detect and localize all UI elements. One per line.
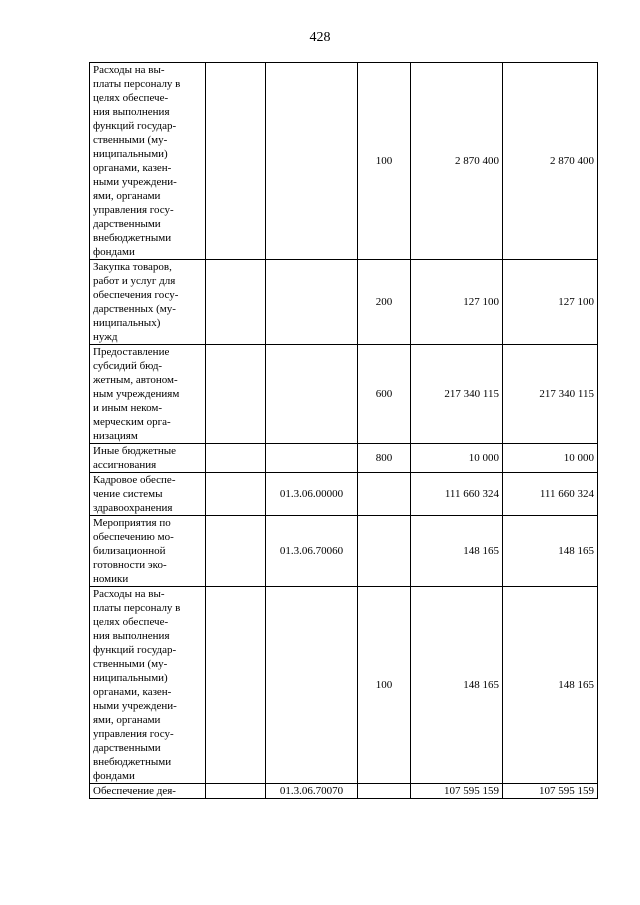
- expense-name-line: работ и услуг для: [93, 275, 176, 287]
- expense-name-line: готовности эко-: [93, 559, 167, 571]
- expense-name-cell: [90, 587, 206, 784]
- section-cell: [206, 587, 266, 784]
- expense-name-line: ниципальных): [93, 317, 161, 329]
- expense-name-line: фондами: [93, 770, 135, 782]
- amount-year1-cell: 10 000: [411, 444, 503, 473]
- section-cell: [206, 784, 266, 799]
- expense-name-line: ассигнования: [93, 459, 157, 471]
- target-code-cell: 01.3.06.00000: [266, 473, 358, 516]
- expense-name-cell: [90, 444, 206, 473]
- table-row: [90, 587, 598, 784]
- expense-name-line: субсидий бюд-: [93, 360, 163, 372]
- section-cell: [206, 516, 266, 587]
- expense-type-cell: [358, 516, 411, 587]
- expense-type-cell: 600: [358, 345, 411, 444]
- expense-name-line: внебюджетными: [93, 232, 172, 244]
- target-code-cell: 01.3.06.70060: [266, 516, 358, 587]
- expense-name-line: дарственными: [93, 742, 161, 754]
- expense-name-line: Расходы на вы-: [93, 588, 165, 600]
- expense-name-line: Расходы на вы-: [93, 64, 165, 76]
- expense-name-line: дарственными: [93, 218, 161, 230]
- expense-type-cell: 100: [358, 63, 411, 260]
- expense-name-cell: [90, 516, 206, 587]
- amount-year1-cell: 127 100: [411, 260, 503, 345]
- expense-type-cell: 100: [358, 587, 411, 784]
- expense-name-line: Мероприятия по: [93, 517, 171, 529]
- target-code-cell: [266, 444, 358, 473]
- amount-year2-cell: 217 340 115: [503, 345, 598, 444]
- expense-name-line: ственными (му-: [93, 134, 168, 146]
- expense-name-line: чение системы: [93, 488, 163, 500]
- amount-year1-cell: 107 595 159: [411, 784, 503, 799]
- amount-year2-cell: 127 100: [503, 260, 598, 345]
- expense-name-line: ями, органами: [93, 190, 161, 202]
- amount-year2-cell: 107 595 159: [503, 784, 598, 799]
- amount-year2-cell: 148 165: [503, 516, 598, 587]
- expense-name-line: ния выполнения: [93, 106, 170, 118]
- expense-name-line: ственными (му-: [93, 658, 168, 670]
- table-row: [90, 473, 598, 516]
- section-cell: [206, 63, 266, 260]
- amount-year1-cell: 148 165: [411, 516, 503, 587]
- expense-name-cell: [90, 345, 206, 444]
- target-code-cell: 01.3.06.70070: [266, 784, 358, 799]
- expense-name-line: Иные бюджетные: [93, 445, 177, 457]
- expense-name-line: ниципальными): [93, 672, 168, 684]
- budget-table: [89, 62, 598, 799]
- expense-name-line: Обеспечение дея-: [93, 785, 176, 797]
- expense-name-line: здравоохранения: [93, 502, 173, 514]
- expense-name-line: обеспечению мо-: [93, 531, 174, 543]
- expense-type-cell: [358, 473, 411, 516]
- amount-year2-cell: 2 870 400: [503, 63, 598, 260]
- table-row: [90, 444, 598, 473]
- table-row: [90, 260, 598, 345]
- section-cell: [206, 260, 266, 345]
- expense-name-line: целях обеспече-: [93, 616, 169, 628]
- amount-year1-cell: 2 870 400: [411, 63, 503, 260]
- expense-name-line: фондами: [93, 246, 135, 258]
- amount-year1-cell: 148 165: [411, 587, 503, 784]
- expense-name-line: ями, органами: [93, 714, 161, 726]
- expense-name-line: ными учреждени-: [93, 700, 177, 712]
- expense-name-line: функций государ-: [93, 120, 177, 132]
- target-code-cell: [266, 587, 358, 784]
- expense-name-line: Предоставление: [93, 346, 170, 358]
- expense-name-line: управления госу-: [93, 204, 174, 216]
- expense-name-line: мерческим орга-: [93, 416, 171, 428]
- expense-type-cell: 800: [358, 444, 411, 473]
- expense-name-line: обеспечения госу-: [93, 289, 179, 301]
- expense-name-line: органами, казен-: [93, 686, 172, 698]
- expense-name-line: органами, казен-: [93, 162, 172, 174]
- expense-name-line: низациям: [93, 430, 138, 442]
- expense-name-line: билизационной: [93, 545, 166, 557]
- expense-name-line: жетным, автоном-: [93, 374, 178, 386]
- table-row: [90, 63, 598, 260]
- expense-name-line: ниципальными): [93, 148, 168, 160]
- section-cell: [206, 345, 266, 444]
- table-row: [90, 516, 598, 587]
- table-row: [90, 345, 598, 444]
- expense-name-line: ным учреждениям: [93, 388, 180, 400]
- expense-name-line: платы персоналу в: [93, 78, 181, 90]
- amount-year2-cell: 111 660 324: [503, 473, 598, 516]
- expense-name-line: ния выполнения: [93, 630, 170, 642]
- expense-name-line: функций государ-: [93, 644, 177, 656]
- target-code-cell: [266, 345, 358, 444]
- expense-name-line: управления госу-: [93, 728, 174, 740]
- expense-type-cell: 200: [358, 260, 411, 345]
- section-cell: [206, 444, 266, 473]
- expense-name-cell: [90, 784, 206, 799]
- expense-name-cell: [90, 63, 206, 260]
- expense-name-line: целях обеспече-: [93, 92, 169, 104]
- section-cell: [206, 473, 266, 516]
- page-number: 428: [309, 30, 331, 45]
- expense-name-cell: [90, 260, 206, 345]
- amount-year1-cell: 217 340 115: [411, 345, 503, 444]
- expense-name-line: Закупка товаров,: [93, 261, 172, 273]
- expense-name-line: нужд: [93, 331, 118, 343]
- expense-name-line: номики: [93, 573, 129, 585]
- expense-type-cell: [358, 784, 411, 799]
- amount-year2-cell: 148 165: [503, 587, 598, 784]
- budget-table-body: [90, 63, 598, 799]
- table-row: [90, 784, 598, 799]
- expense-name-line: дарственных (му-: [93, 303, 176, 315]
- expense-name-line: и иным неком-: [93, 402, 162, 414]
- expense-name-line: платы персоналу в: [93, 602, 181, 614]
- expense-name-cell: [90, 473, 206, 516]
- expense-name-line: ными учреждени-: [93, 176, 177, 188]
- expense-name-line: внебюджетными: [93, 756, 172, 768]
- amount-year2-cell: 10 000: [503, 444, 598, 473]
- amount-year1-cell: 111 660 324: [411, 473, 503, 516]
- target-code-cell: [266, 260, 358, 345]
- target-code-cell: [266, 63, 358, 260]
- expense-name-line: Кадровое обеспе-: [93, 474, 176, 486]
